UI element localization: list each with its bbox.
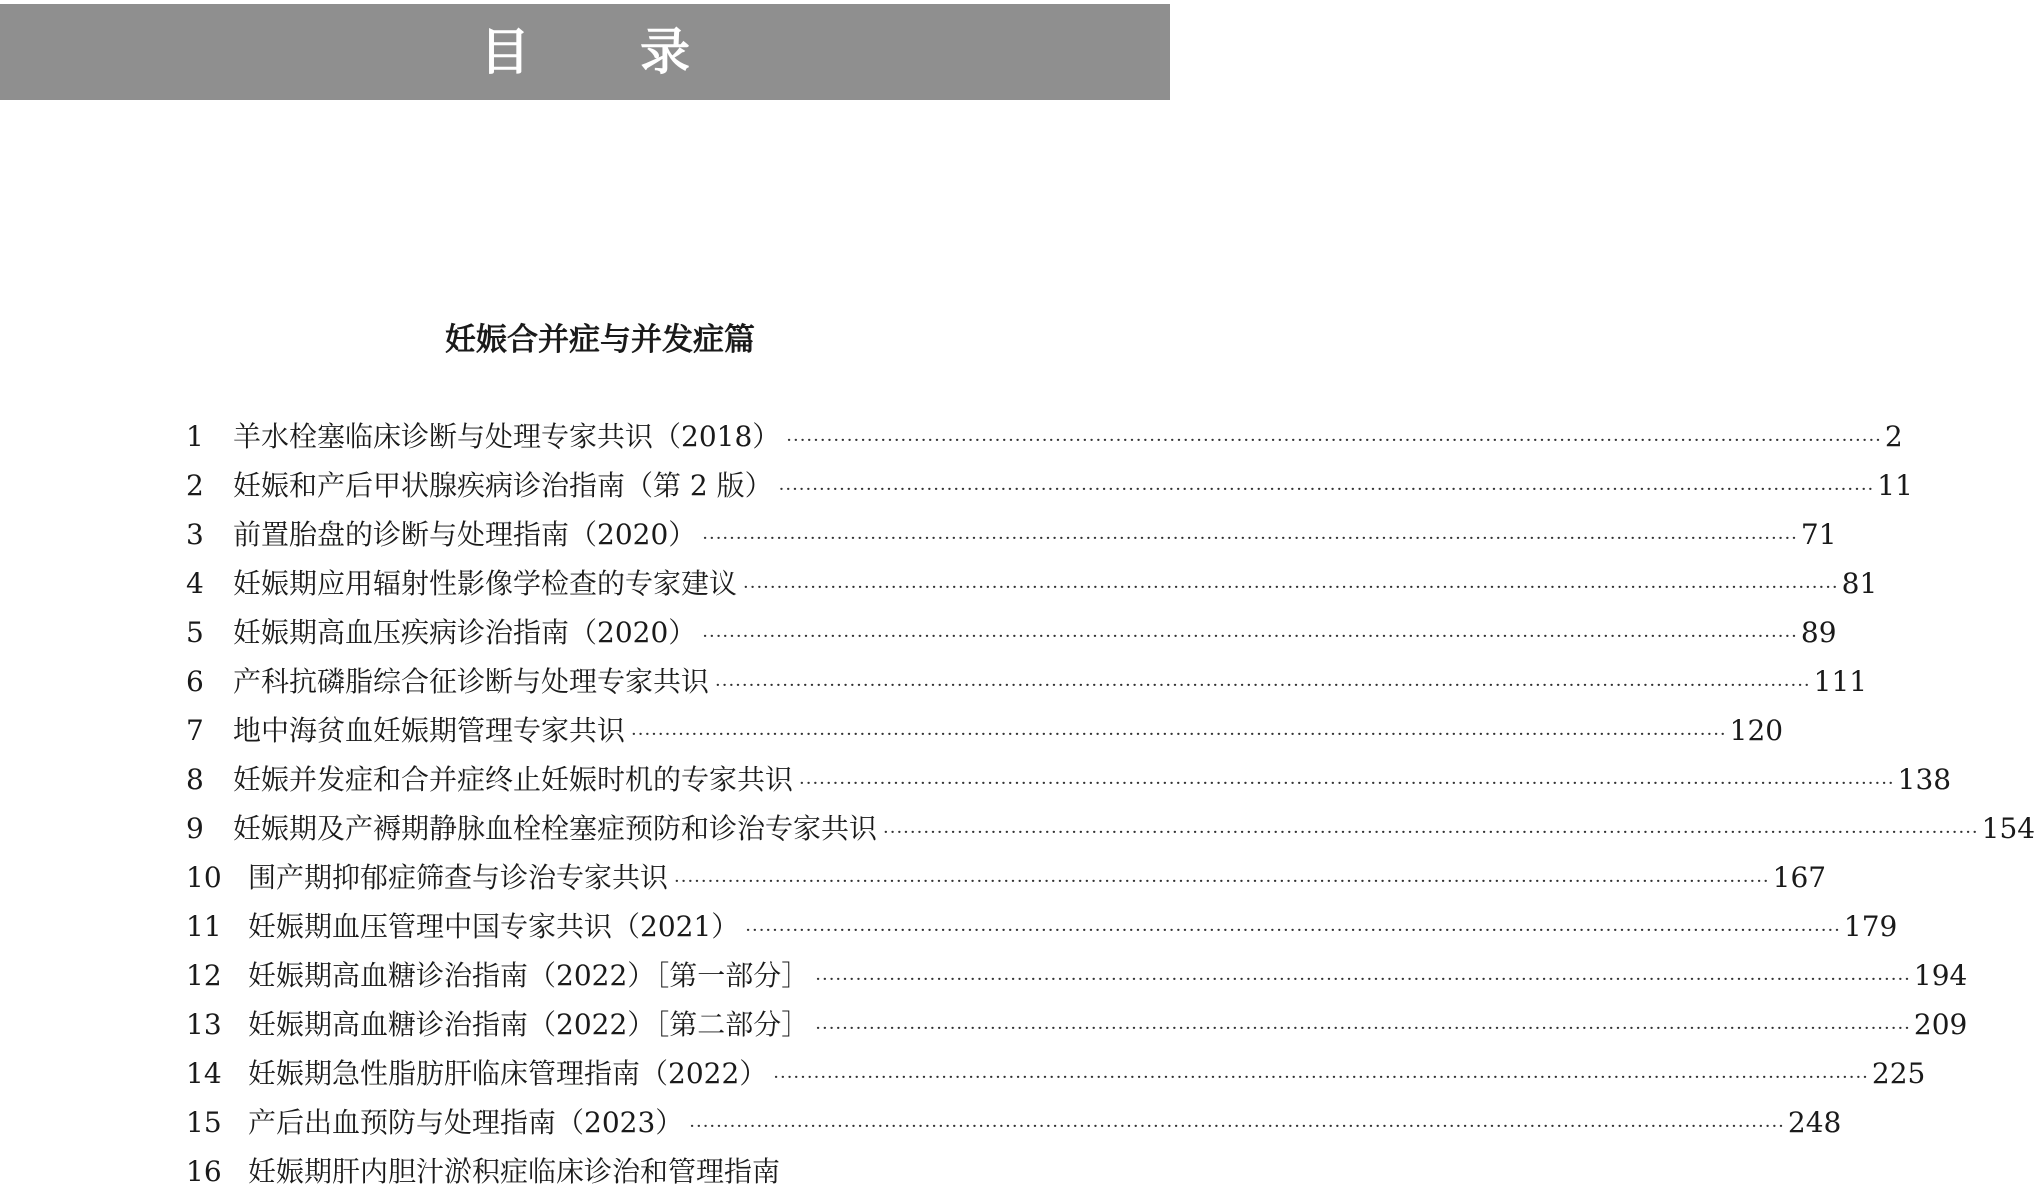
toc-entry-number: 5 xyxy=(186,616,204,649)
toc-entry-number: 16 xyxy=(186,1155,222,1188)
toc-dot-leader xyxy=(773,1053,1869,1102)
toc-dot-leader xyxy=(674,857,1770,906)
toc-entry-number: 10 xyxy=(186,861,222,894)
toc-entry-3[interactable] xyxy=(186,510,1837,559)
toc-entry-title: 妊娠期急性脂肪肝临床管理指南（2022） xyxy=(248,1057,768,1090)
toc-entry-page: 138 xyxy=(1897,763,1952,796)
toc-dot-leader xyxy=(631,710,1727,759)
toc-entry-number: 15 xyxy=(186,1106,222,1139)
toc-entry-page: 2 xyxy=(1884,420,1903,453)
toc-entry-number: 2 xyxy=(186,469,204,502)
toc-dot-leader xyxy=(786,416,1882,465)
toc-entry-16[interactable] xyxy=(186,1147,1014,1188)
toc-entry-9[interactable] xyxy=(186,804,2035,853)
toc-entry-title: 妊娠和产后甲状腺疾病诊治指南（第 2 版） xyxy=(233,469,773,502)
toc-list xyxy=(186,412,2035,1188)
toc-entry-title: 妊娠期肝内胆汁淤积症临床诊治和管理指南 xyxy=(248,1155,781,1188)
toc-entry-page: 225 xyxy=(1871,1057,1926,1090)
toc-dot-leader xyxy=(745,906,1841,955)
toc-entry-1[interactable] xyxy=(186,412,1903,461)
toc-entry-page: 194 xyxy=(1913,959,1968,992)
toc-entry-title: 妊娠期高血压疾病诊治指南（2020） xyxy=(233,616,697,649)
toc-entry-title: 羊水栓塞临床诊断与处理专家共识（2018） xyxy=(233,420,781,453)
toc-entry-15[interactable] xyxy=(186,1098,1842,1147)
toc-entry-title: 围产期抑郁症筛查与诊治专家共识 xyxy=(248,861,669,894)
toc-entry-page: 209 xyxy=(1913,1008,1968,1041)
toc-dot-leader xyxy=(702,612,1798,661)
toc-entry-title: 妊娠期应用辐射性影像学检查的专家建议 xyxy=(233,567,738,600)
section-title: 妊娠合并症与并发症篇 xyxy=(445,322,755,358)
toc-entry-number: 9 xyxy=(186,812,204,845)
toc-dot-leader xyxy=(689,1102,1785,1151)
toc-entry-title: 妊娠并发症和合并症终止妊娠时机的专家共识 xyxy=(233,763,794,796)
toc-entry-6[interactable] xyxy=(186,657,1868,706)
header-title: 目录 xyxy=(480,23,800,81)
toc-entry-title: 地中海贫血妊娠期管理专家共识 xyxy=(233,714,626,747)
toc-dot-leader xyxy=(779,465,1875,514)
toc-entry-number: 4 xyxy=(186,567,204,600)
toc-entry-title: 前置胎盘的诊断与处理指南（2020） xyxy=(233,518,697,551)
toc-dot-leader xyxy=(743,563,1839,612)
toc-entry-number: 1 xyxy=(186,420,204,453)
toc-entry-page: 179 xyxy=(1843,910,1898,943)
toc-entry-page: 11 xyxy=(1877,469,1913,502)
toc-entry-number: 11 xyxy=(186,910,222,943)
header-bar xyxy=(0,4,1170,100)
toc-entry-14[interactable] xyxy=(186,1049,1926,1098)
toc-entry-number: 12 xyxy=(186,959,222,992)
toc-dot-leader xyxy=(815,1004,1911,1053)
toc-entry-page: 81 xyxy=(1841,567,1878,600)
toc-dot-leader xyxy=(883,808,1979,857)
toc-entry-page: 120 xyxy=(1729,714,1784,747)
toc-entry-12[interactable] xyxy=(186,951,1968,1000)
toc-entry-7[interactable] xyxy=(186,706,1784,755)
toc-entry-number: 14 xyxy=(186,1057,222,1090)
toc-entry-4[interactable] xyxy=(186,559,1878,608)
toc-entry-page: 71 xyxy=(1800,518,1837,551)
toc-entry-number: 3 xyxy=(186,518,204,551)
toc-entry-10[interactable] xyxy=(186,853,1827,902)
toc-entry-number: 13 xyxy=(186,1008,222,1041)
toc-entry-number: 8 xyxy=(186,763,204,796)
toc-entry-page: 167 xyxy=(1772,861,1827,894)
toc-entry-title: 妊娠期高血糖诊治指南（2022）［第二部分］ xyxy=(248,1008,810,1041)
toc-entry-13[interactable] xyxy=(186,1000,1968,1049)
toc-dot-leader xyxy=(815,955,1911,1004)
toc-entry-title: 产科抗磷脂综合征诊断与处理专家共识 xyxy=(233,665,710,698)
toc-dot-leader xyxy=(799,759,1895,808)
toc-dot-leader xyxy=(702,514,1798,563)
toc-entry-title: 妊娠期血压管理中国专家共识（2021） xyxy=(248,910,740,943)
toc-entry-title: 妊娠期高血糖诊治指南（2022）［第一部分］ xyxy=(248,959,810,992)
toc-entry-title: 妊娠期及产褥期静脉血栓栓塞症预防和诊治专家共识 xyxy=(233,812,878,845)
toc-entry-title: 产后出血预防与处理指南（2023） xyxy=(248,1106,684,1139)
toc-entry-page: 89 xyxy=(1800,616,1837,649)
toc-entry-11[interactable] xyxy=(186,902,1898,951)
toc-entry-8[interactable] xyxy=(186,755,1952,804)
toc-entry-page: 111 xyxy=(1813,665,1868,698)
toc-entry-2[interactable] xyxy=(186,461,1913,510)
toc-entry-page: 154 xyxy=(1981,812,2035,845)
toc-entry-number: 6 xyxy=(186,665,204,698)
toc-entry-page: 248 xyxy=(1787,1106,1842,1139)
toc-dot-leader xyxy=(715,661,1811,710)
toc-entry-5[interactable] xyxy=(186,608,1837,657)
toc-entry-number: 7 xyxy=(186,714,204,747)
